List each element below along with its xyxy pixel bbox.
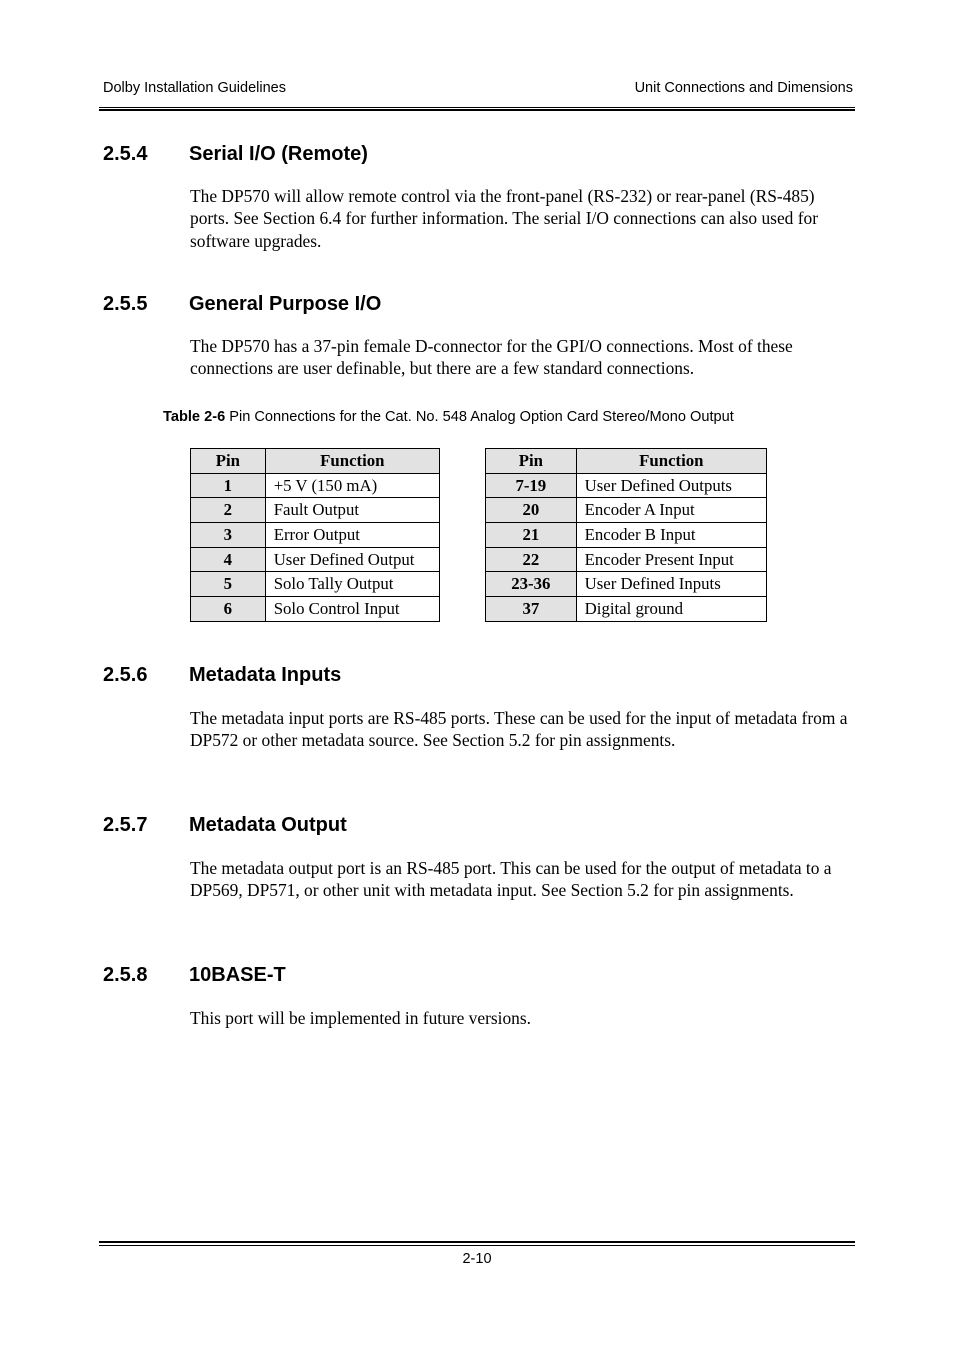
function-cell: Digital ground xyxy=(576,597,766,622)
table-row xyxy=(486,572,767,597)
pin-cell: 21 xyxy=(486,523,577,548)
table-row xyxy=(486,523,767,548)
section-number: 2.5.7 xyxy=(103,814,148,836)
column-header-function: Function xyxy=(265,449,439,474)
footer-rule-thin xyxy=(99,1245,855,1246)
function-cell: User Defined Outputs xyxy=(576,473,766,498)
pin-cell: 3 xyxy=(191,523,266,548)
pin-cell: 7-19 xyxy=(486,473,577,498)
table-row xyxy=(191,597,440,622)
section-title: Metadata Output xyxy=(189,814,347,836)
table-row xyxy=(191,572,440,597)
section-title: General Purpose I/O xyxy=(189,293,382,315)
header-document-title: Dolby Installation Guidelines xyxy=(103,80,286,96)
table-row xyxy=(486,498,767,523)
header-rule-thick xyxy=(99,109,855,111)
function-cell: Encoder Present Input xyxy=(576,547,766,572)
table-row xyxy=(486,473,767,498)
header-chapter-title: Unit Connections and Dimensions xyxy=(634,80,853,96)
table-row xyxy=(191,523,440,548)
pin-cell: 23-36 xyxy=(486,572,577,597)
table-header-row xyxy=(191,449,440,474)
pin-cell: 1 xyxy=(191,473,266,498)
pin-cell: 20 xyxy=(486,498,577,523)
pin-cell: 6 xyxy=(191,597,266,622)
footer-rule-thick xyxy=(99,1241,855,1243)
table-caption-text: Pin Connections for the Cat. No. 548 Analog Option Card Stereo/Mono Output xyxy=(229,409,734,425)
function-cell: Fault Output xyxy=(265,498,439,523)
section-number: 2.5.4 xyxy=(103,143,148,165)
pin-cell: 2 xyxy=(191,498,266,523)
section-title: Metadata Inputs xyxy=(189,664,342,686)
section-body-2-5-6: The metadata input ports are RS-485 ports. These can be used for the input of metadata from a DP572 or other metadata source. See Section 5.2 for pin assignments. xyxy=(190,708,848,751)
table-row xyxy=(191,498,440,523)
table-row xyxy=(191,473,440,498)
pin-cell: 22 xyxy=(486,547,577,572)
table-header-row xyxy=(486,449,767,474)
pin-table-right xyxy=(485,448,767,622)
pin-cell: 37 xyxy=(486,597,577,622)
section-number: 2.5.5 xyxy=(103,293,148,315)
page-number: 2-10 xyxy=(462,1251,492,1267)
header-rule-thin xyxy=(99,107,855,108)
column-header-pin: Pin xyxy=(486,449,577,474)
function-cell: Encoder B Input xyxy=(576,523,766,548)
page-header xyxy=(103,80,853,100)
function-cell: Solo Control Input xyxy=(265,597,439,622)
function-cell: Error Output xyxy=(265,523,439,548)
pin-table-left xyxy=(190,448,440,622)
column-header-function: Function xyxy=(576,449,766,474)
function-cell: User Defined Output xyxy=(265,547,439,572)
table-row xyxy=(191,547,440,572)
section-number: 2.5.6 xyxy=(103,664,148,686)
table-row xyxy=(486,597,767,622)
section-body-2-5-4: The DP570 will allow remote control via the front-panel (RS-232) or rear-panel (RS-485) ports. See Section 6.4 for further information. The serial I/O connections can also used for software upgrades. xyxy=(190,186,818,251)
function-cell: User Defined Inputs xyxy=(576,572,766,597)
pin-cell: 5 xyxy=(191,572,266,597)
section-body-2-5-7: The metadata output port is an RS-485 port. This can be used for the output of metadata to a DP569, DP571, or other unit with metadata input. See Section 5.2 for pin assignments. xyxy=(190,858,832,901)
section-number: 2.5.8 xyxy=(103,964,148,986)
section-title: Serial I/O (Remote) xyxy=(189,143,368,165)
pin-cell: 4 xyxy=(191,547,266,572)
section-title: 10BASE-T xyxy=(189,964,286,986)
function-cell: Encoder A Input xyxy=(576,498,766,523)
table-row xyxy=(486,547,767,572)
table-caption xyxy=(163,409,734,425)
section-body-2-5-8: This port will be implemented in future versions. xyxy=(190,1008,531,1028)
function-cell: +5 V (150 mA) xyxy=(265,473,439,498)
column-header-pin: Pin xyxy=(191,449,266,474)
function-cell: Solo Tally Output xyxy=(265,572,439,597)
section-body-2-5-5: The DP570 has a 37-pin female D-connector for the GPI/O connections. Most of these connections are user definable, but there are a few standard connections. xyxy=(190,336,793,379)
table-caption-label: Table 2-6 xyxy=(163,409,226,425)
